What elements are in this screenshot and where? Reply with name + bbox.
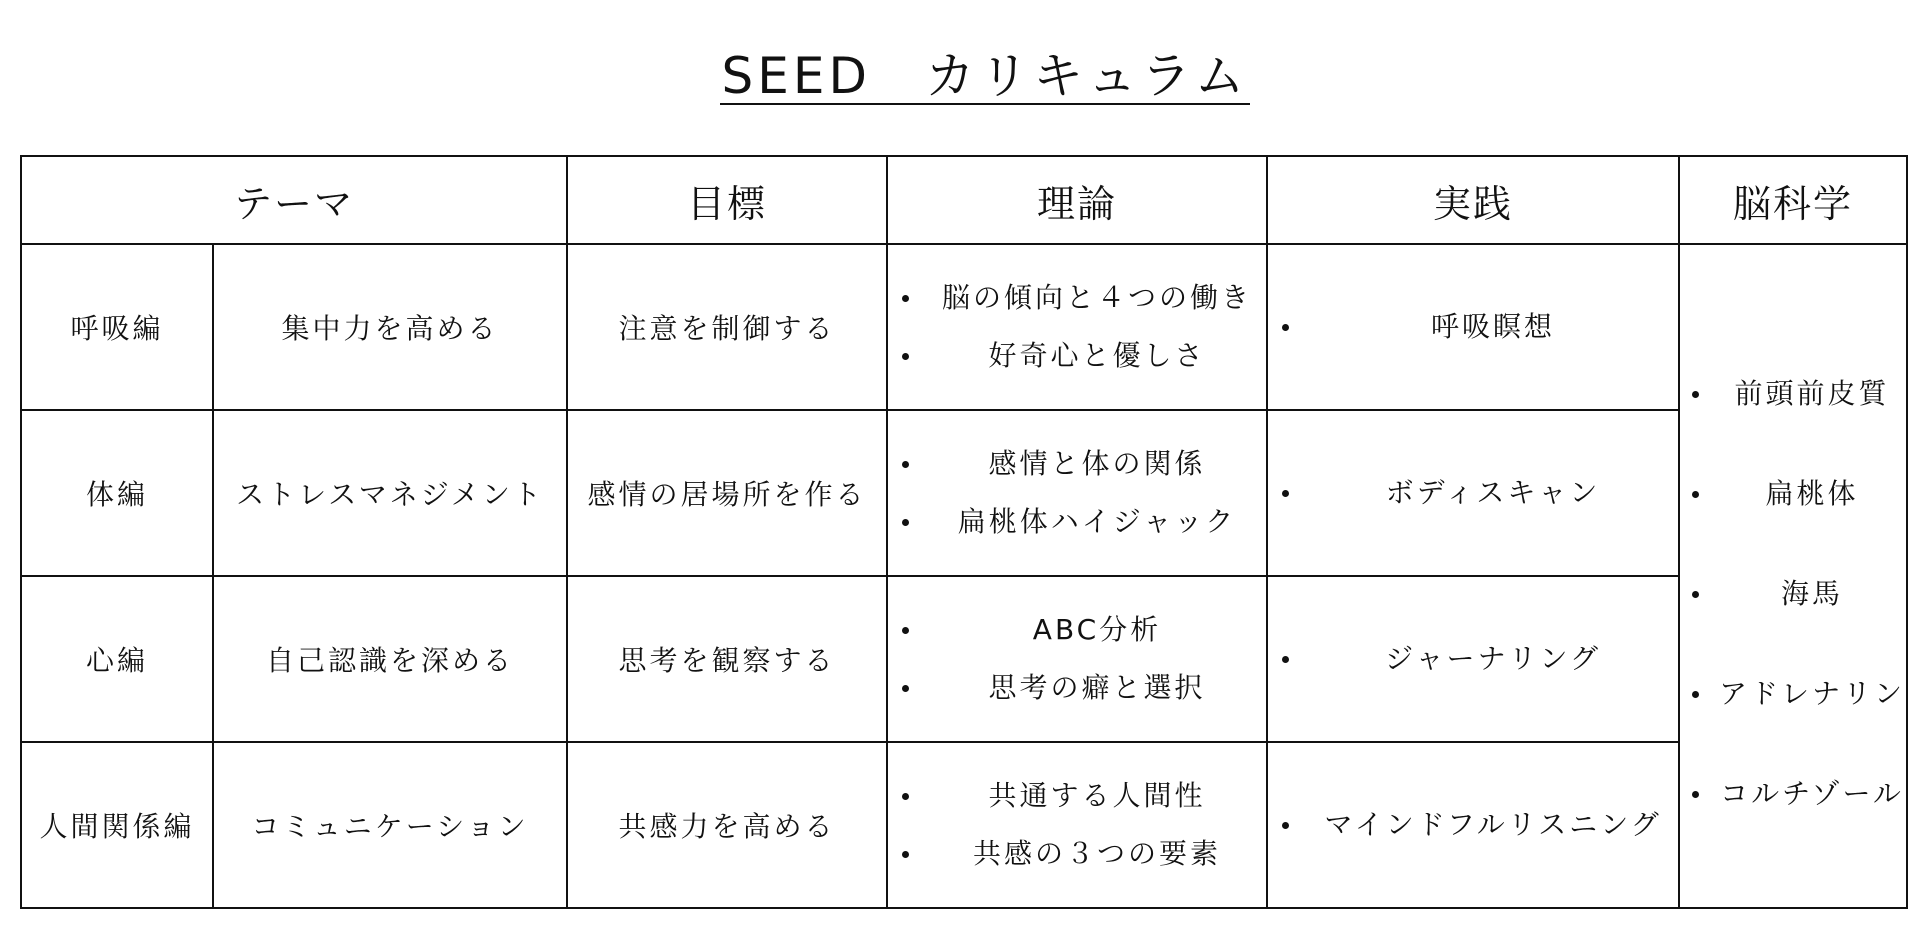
theory-item: ABC分析 — [900, 601, 1266, 659]
header-practice: 実践 — [1267, 156, 1679, 244]
section-cell: 体編 — [21, 410, 213, 576]
theory-cell — [887, 244, 1267, 410]
goal-cell: 共感力を高める — [567, 742, 887, 908]
curriculum-table — [20, 155, 1908, 909]
brain-item: コルチゾール — [1690, 774, 1906, 814]
header-theme: テーマ — [21, 156, 567, 244]
goal-cell: 感情の居場所を作る — [567, 410, 887, 576]
section-cell: 人間関係編 — [21, 742, 213, 908]
theory-item: 脳の傾向と４つの働き — [900, 269, 1266, 327]
goal-cell: 思考を観察する — [567, 576, 887, 742]
brain-item: 前頭前皮質 — [1690, 374, 1906, 414]
section-cell: 呼吸編 — [21, 244, 213, 410]
brain-item: 扁桃体 — [1690, 474, 1906, 514]
theory-item: 思考の癖と選択 — [900, 659, 1266, 717]
page-title — [0, 46, 1920, 106]
page-title-text: SEED カリキュラム — [721, 47, 1249, 105]
theme-cell: ストレスマネジメント — [213, 410, 567, 576]
theme-cell: コミュニケーション — [213, 742, 567, 908]
table-row — [21, 742, 1907, 908]
header-theory: 理論 — [887, 156, 1267, 244]
table-row — [21, 244, 1907, 410]
theory-item: 共感の３つの要素 — [900, 825, 1266, 883]
brain-cell — [1679, 244, 1907, 908]
theme-cell: 集中力を高める — [213, 244, 567, 410]
practice-cell — [1267, 410, 1679, 576]
goal-cell: 注意を制御する — [567, 244, 887, 410]
header-row — [21, 156, 1907, 244]
theme-cell: 自己認識を深める — [213, 576, 567, 742]
section-cell: 心編 — [21, 576, 213, 742]
practice-item: 呼吸瞑想 — [1280, 298, 1678, 356]
practice-item: ボディスキャン — [1280, 464, 1678, 522]
theory-item: 扁桃体ハイジャック — [900, 493, 1266, 551]
theory-cell — [887, 742, 1267, 908]
header-goal: 目標 — [567, 156, 887, 244]
theory-cell — [887, 576, 1267, 742]
table-row — [21, 576, 1907, 742]
table-row — [21, 410, 1907, 576]
brain-item: 海馬 — [1690, 574, 1906, 614]
practice-cell — [1267, 244, 1679, 410]
brain-item: アドレナリン — [1690, 674, 1906, 714]
practice-cell — [1267, 742, 1679, 908]
header-brain: 脳科学 — [1679, 156, 1907, 244]
theory-cell — [887, 410, 1267, 576]
theory-item: 共通する人間性 — [900, 767, 1266, 825]
theory-item: 好奇心と優しさ — [900, 327, 1266, 385]
theory-item: 感情と体の関係 — [900, 435, 1266, 493]
practice-item: ジャーナリング — [1280, 630, 1678, 688]
practice-cell — [1267, 576, 1679, 742]
practice-item: マインドフルリスニング — [1280, 796, 1678, 854]
